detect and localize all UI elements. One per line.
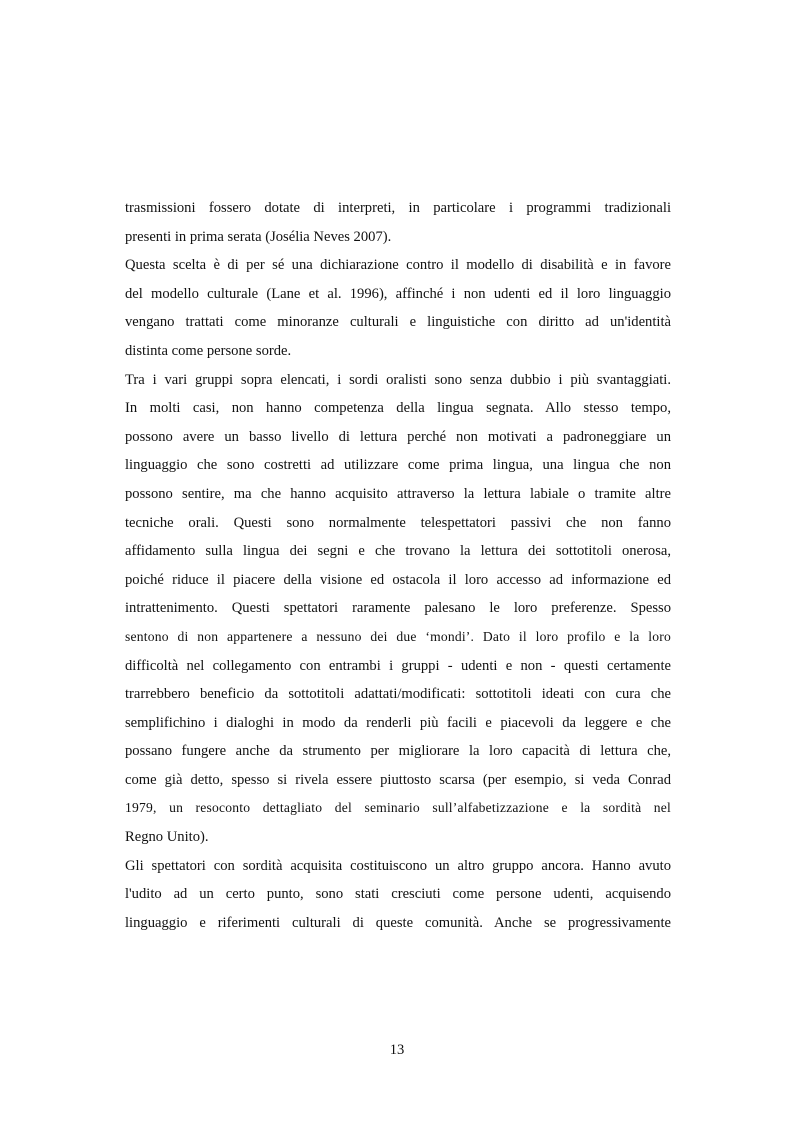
text-line: affidamento sulla lingua dei segni e che trovano la lettura dei sottotitoli onerosa, [125,543,671,560]
text-line: come già detto, spesso si rivela essere piuttosto scarsa (per esempio, si veda Conrad [125,771,671,788]
text-line: possono avere un basso livello di lettura perché non motivati a padroneggiare un [125,428,671,445]
text-line: possono sentire, ma che hanno acquisito attraverso la lettura labiale o tramite altre [125,485,671,502]
text-line: 1979, un resoconto dettagliato del seminario sull’alfabetizzazione e la sordità nel [125,800,671,816]
text-line: distinta come persone sorde. [125,342,292,359]
text-line: del modello culturale (Lane et al. 1996), affinché i non udenti ed il loro linguaggio [125,285,671,302]
text-line: linguaggio che sono costretti ad utilizzare come prima lingua, una lingua che non [125,457,671,474]
text-line: Gli spettatori con sordità acquisita costituiscono un altro gruppo ancora. Hanno avuto [125,857,671,874]
text-line: trasmissioni fossero dotate di interpreti, in particolare i programmi tradizionali [125,200,671,216]
text-line: vengano trattati come minoranze culturali e linguistiche con diritto ad un'identità [125,314,671,331]
text-line: Regno Unito). [125,829,209,846]
text-line: semplifichino i dialoghi in modo da renderli più facili e piacevoli da leggere e che [125,714,671,731]
text-line: intrattenimento. Questi spettatori raramente palesano le loro preferenze. Spesso [125,600,671,617]
text-line: Questa scelta è di per sé una dichiarazione contro il modello di disabilità e in favore [125,257,671,274]
text-line: sentono di non appartenere a nessuno dei due ‘mondi’. Dato il loro profilo e la loro [125,628,671,644]
text-line: presenti in prima serata (Josélia Neves 2007). [125,228,392,245]
text-line: trarrebbero beneficio da sottotitoli adattati/modificati: sottotitoli ideati con cura che [125,686,671,703]
text-line: poiché riduce il piacere della visione ed ostacola il loro accesso ad informazione ed [125,571,671,588]
body-text [125,194,671,937]
page-number: 13 [389,1042,405,1058]
text-line: difficoltà nel collegamento con entrambi i gruppi - udenti e non - questi certamente [125,657,671,674]
text-line: Tra i vari gruppi sopra elencati, i sordi oralisti sono senza dubbio i più svantaggiati. [125,371,671,388]
text-line: linguaggio e riferimenti culturali di queste comunità. Anche se progressivamente [125,914,671,931]
text-line: In molti casi, non hanno competenza della lingua segnata. Allo stesso tempo, [125,400,671,417]
text-line: possano fungere anche da strumento per migliorare la loro capacità di lettura che, [125,743,671,760]
text-line: l'udito ad un certo punto, sono stati cresciuti come persone udenti, acquisendo [125,886,671,903]
text-line: tecniche orali. Questi sono normalmente telespettatori passivi che non fanno [125,514,671,531]
